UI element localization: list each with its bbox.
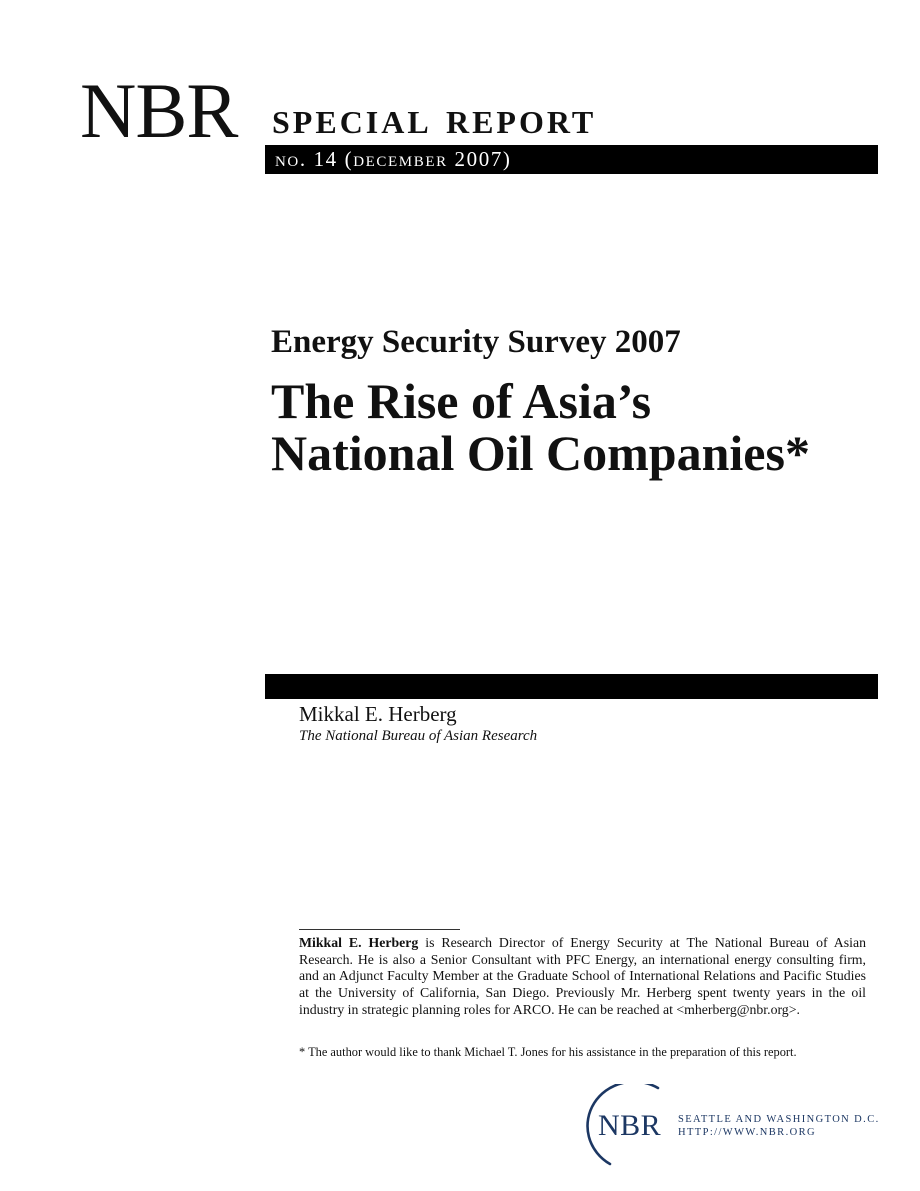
issue-number: no. 14 (december 2007) — [275, 147, 512, 171]
footer-nbr-logo: NBR — [598, 1109, 662, 1142]
bio-text: is Research Director of Energy Security at The National Bureau of Asian Research. He is also a Senior Consultant with PFC Energy, an international energy consulting firm, and an Adjunct Faculty Member at the Graduate School of International Relations and Pacific Studies at the University of California, San Diego. Previously Mr. Herberg spent twenty years in the oil industry in strategic planning roles for ARCO. He can be reached at <mherberg@nbr.org>. — [299, 935, 866, 1017]
acknowledgement-note: * The author would like to thank Michael T. Jones for his assistance in the preparation of this report. — [299, 1045, 797, 1059]
series-title: special report — [272, 93, 597, 143]
author-name: Mikkal E. Herberg — [299, 702, 457, 726]
bio-name: Mikkal E. Herberg — [299, 935, 419, 950]
nbr-logo: NBR — [80, 67, 238, 154]
footnote-rule — [299, 929, 460, 930]
survey-title: Energy Security Survey 2007 — [271, 324, 681, 360]
footer-website-link[interactable]: HTTP://WWW.NBR.ORG — [678, 1127, 816, 1138]
author-affiliation: The National Bureau of Asian Research — [299, 728, 538, 744]
report-title: The Rise of Asia’s National Oil Companies* — [271, 373, 810, 481]
footer-location: SEATTLE AND WASHINGTON D.C. — [678, 1114, 880, 1125]
divider-bar — [265, 674, 878, 699]
author-bio — [299, 935, 866, 1019]
